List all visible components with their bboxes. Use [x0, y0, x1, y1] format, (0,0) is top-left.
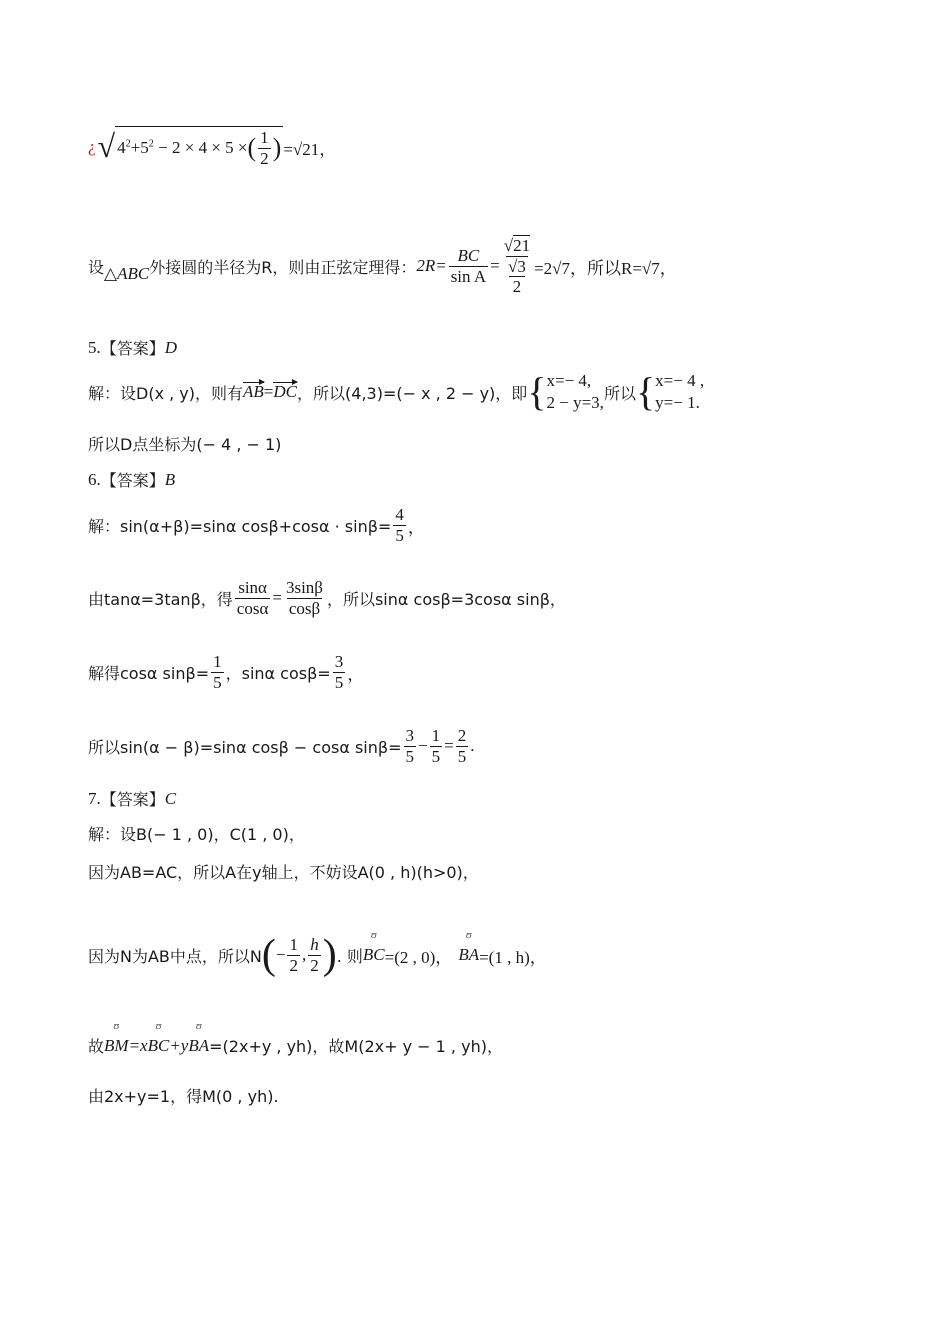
eq-2r: 2R=	[416, 256, 447, 276]
q6-bracket: 【答案】	[100, 471, 165, 490]
q7-answer: C	[164, 788, 177, 808]
q6-eq: =	[272, 588, 282, 608]
stray-glyph: ¿	[88, 137, 96, 157]
solution-6-line-2	[88, 578, 566, 618]
q6-text-5: ，sinα cosβ=	[225, 663, 331, 683]
system-2-row-2: y=− 1.	[655, 393, 700, 413]
q7-number: 7.	[88, 788, 101, 808]
q7-text-5: =(2 , 0)，	[384, 947, 453, 967]
fraction-3-5-b: $\frac{3}{5}$	[405, 726, 415, 766]
formula-line-2: 设 △ABC 外接圆的半径为R，则由正弦定理得： 2R= $\frac{BC}{\text{sin A}}$ = √21 √3 2 =2√7，所以R=√7，	[88, 236, 677, 297]
fraction-sin-cos-alpha: $\frac{\sin\alpha}{\cos\alpha}$	[236, 578, 269, 618]
vector-ab: AB	[243, 382, 264, 402]
vector-ba-2: ʊ BA	[188, 1019, 210, 1055]
q6-number: 6.	[88, 469, 101, 489]
fraction-half: $\frac{1}{2}$	[260, 128, 269, 168]
vector-bm: ʊ BM	[104, 1019, 129, 1055]
q7-bracket: 【答案】	[100, 790, 165, 809]
q7-text-10: =(2x+y , yh)，故M(2x+ y − 1 , yh)，	[209, 1037, 503, 1056]
q7-text-6: =(1 , h)，	[479, 947, 547, 967]
q6-text-4: 解得cosα sinβ=	[88, 663, 210, 683]
q7-text-2: 因为AB=AC，所以A在y轴上，不妨设A(0 , h)(h>0)，	[88, 863, 479, 882]
triangle-label: △ABC	[104, 264, 150, 284]
vector-bc: ʊ BC	[362, 929, 385, 964]
q7-text-11: 由2x+y=1，得M(0 , yh).	[88, 1087, 279, 1106]
q6-minus: −	[418, 736, 428, 756]
answer-5-heading	[88, 336, 177, 359]
q6-text-1: 解：sin(α+β)=sinα cosβ+cosα · sinβ=	[88, 516, 392, 536]
q6-eq-2: =	[444, 736, 454, 756]
formula-line-1	[88, 126, 336, 168]
fraction-1-2: $\frac{1}{2}$	[289, 934, 298, 975]
fraction-4-5: $\frac{4}{5}$	[395, 505, 404, 545]
text-she: 设	[88, 257, 105, 277]
system-1-row-1: x=− 4,	[546, 371, 592, 390]
radius-result: =2√7，所以R=√7，	[534, 258, 677, 278]
solution-7-line-2	[88, 860, 479, 883]
system-2-row-1: x=− 4 ,	[655, 371, 705, 390]
solution-6-line-1	[88, 505, 425, 545]
vector-ba: ʊ BA	[458, 929, 480, 964]
system-2: { x=− 4 , y=− 1.	[635, 369, 705, 415]
text-circumradius: 外接圆的半径为R，则由正弦定理得：	[149, 257, 417, 277]
q5-text-1: 解：设D(x , y)，则有	[88, 383, 244, 403]
solution-6-line-3	[88, 652, 364, 692]
fraction-1-5: $\frac{1}{5}$	[213, 652, 222, 692]
solution-7-line-1	[88, 822, 305, 845]
q6-text-6: 所以sin(α − β)=sinα cosβ − cosα sinβ=	[88, 737, 402, 757]
fraction-bc-sina: $\frac{BC}{\text{sin A}}$	[450, 246, 487, 286]
q5-text-2: ，所以(4,3)=(− x , 2 − y)，即	[297, 383, 528, 403]
q7-text-4: . 则	[336, 946, 363, 966]
fraction-3sin-cos-beta: $\frac{3\sin\beta}{\cos\beta}$	[285, 578, 323, 618]
q7-text-1: 解：设B(− 1 , 0)，C(1 , 0)，	[88, 825, 305, 844]
fraction-2-5: $\frac{2}{5}$	[457, 726, 467, 766]
fraction-sqrt21-over-sqrt3half: √21 √3 2	[503, 236, 531, 297]
fraction-1-5-b: $\frac{1}{5}$	[431, 726, 441, 766]
q6-tail-4: .	[470, 736, 475, 756]
fraction-3-5: $\frac{3}{5}$	[334, 652, 344, 692]
vector-dc: DC	[273, 382, 298, 402]
q5-coordinate-text: 所以D点坐标为(− 4 , − 1)	[88, 435, 282, 454]
system-1-row-2: 2 − y=3,	[546, 393, 604, 413]
answer-7-heading	[88, 787, 176, 810]
q7-text-7: 故	[88, 1037, 105, 1056]
q6-text-2: 由tanα=3tanβ，得	[88, 589, 233, 609]
q5-eq: =	[263, 382, 274, 402]
q6-tail-1: ，	[407, 517, 425, 537]
sqrt-expression: √ $4^2+5^2 - 2 \times 4 \times 5$ × ( $\frac{1}{2}$ )	[97, 128, 282, 168]
vector-bc-2: ʊ BC	[147, 1019, 170, 1055]
q7-text-3: 因为N为AB中点，所以N	[88, 946, 262, 966]
solution-5-line-1	[88, 370, 704, 414]
q5-bracket: 【答案】	[100, 339, 165, 358]
solution-7-line-5	[88, 1084, 279, 1107]
solution-7-line-3: 因为N为AB中点，所以N ( − $\frac{1}{2}$ , $\frac{h}{2}$ ) . 则 ʊ BC =(2 , 0)， ʊ BA =(1 , h)，	[88, 929, 547, 978]
solution-5-line-2	[88, 432, 281, 455]
solution-6-line-4	[88, 726, 474, 766]
answer-6-heading	[88, 468, 175, 491]
q5-answer: D	[164, 337, 178, 357]
fraction-h-2: $\frac{h}{2}$	[310, 934, 319, 975]
q7-text-8: =x	[128, 1035, 148, 1055]
solution-7-line-4	[88, 1019, 503, 1057]
q6-answer: B	[164, 469, 176, 489]
formula-1-result: =√21，	[283, 139, 337, 159]
q7-text-9: +y	[169, 1035, 189, 1055]
q6-text-3: ，所以sinα cosβ=3cosα sinβ，	[326, 589, 566, 609]
q5-text-3: 所以	[603, 383, 636, 403]
q6-tail-3: ，	[347, 664, 365, 684]
q5-number: 5.	[88, 337, 101, 357]
system-1: { x=− 4, 2 − y=3,	[527, 369, 604, 415]
